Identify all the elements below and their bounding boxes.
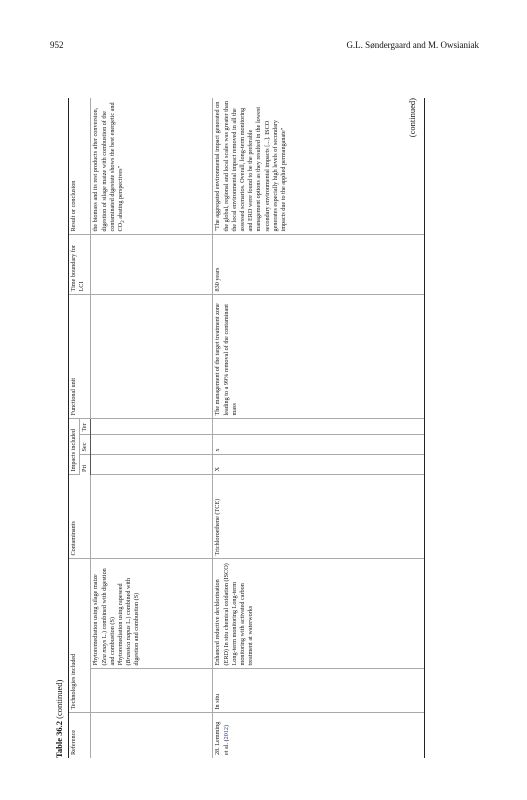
- subscript: 2: [120, 220, 127, 223]
- citation-year-link[interactable]: 2012: [222, 726, 230, 740]
- cell-contaminants: [91, 475, 213, 559]
- cell-site: [91, 669, 213, 713]
- cell-functional-unit: [91, 295, 213, 419]
- cell-ter: [91, 419, 213, 435]
- cell-time-boundary: [91, 235, 213, 295]
- species-name: Brassica napus: [125, 625, 133, 664]
- result-text: abating perspectives": [116, 165, 124, 221]
- cell-result: [91, 98, 213, 235]
- continued-footer: (continued): [407, 98, 417, 138]
- tech-text: Phytoremediation using silage maize (: [92, 574, 108, 666]
- cell-sec: x: [213, 435, 425, 455]
- col-impacts-sec: Sec: [80, 435, 91, 455]
- col-impacts-pri: Pri: [80, 455, 91, 475]
- species-name: Zea mays: [100, 639, 108, 664]
- cell-technologies: [91, 559, 213, 669]
- col-contaminants: Contaminants: [69, 475, 91, 559]
- cell-result: "The aggregated environmental impact generated on the global, regional and local scales was greater than the local environmental impact removed in all the assessed scenarios. Overall, long-term monitoring and ERD were found to be the preferable management options as they resulted in the lowest secondary environmental impacts [...]. ISCO generates especially high levels of secondary impacts due to the applied permanganate": [213, 98, 425, 235]
- cell-pri: [91, 455, 213, 475]
- col-result: Result or conclusion: [69, 98, 91, 235]
- cell-pri: X: [213, 455, 425, 475]
- cell-site: In situ: [213, 669, 425, 713]
- tech-text: Phytoremediation using rapeseed (: [116, 583, 133, 666]
- reference-close: ): [222, 724, 230, 727]
- table-caption: [54, 680, 64, 758]
- cell-reference: [213, 713, 425, 758]
- tech-text: L.) combined with digestion and combustion (S): [125, 578, 141, 666]
- table-row: [213, 98, 425, 758]
- cell-technologies: Enhanced reductive dechlorination (ERD) In situ chemical oxidation (ISCO) Long-term monitoring Long-term monitoring with activated carbon treatment at waterworks: [213, 559, 425, 669]
- cell-sec: [91, 435, 213, 455]
- running-header-authors: G.L. Søndergaard and M. Owsianiak: [346, 40, 479, 50]
- cell-time-boundary: 830 years: [213, 235, 425, 295]
- lca-studies-table: [68, 98, 425, 758]
- tech-text: L.) combined with digestion and combustion (S): [100, 568, 116, 666]
- col-technologies: Technologies included: [69, 559, 91, 713]
- table-caption-continued: (continued): [54, 679, 64, 719]
- result-text: the biomass and its rest products after conversion, digestion of silage maize with combustion of the contaminated digestate shows the best energetic and CO: [92, 102, 124, 232]
- col-reference: Reference: [69, 713, 91, 758]
- reference-name: 28. Lemming et al. (: [214, 721, 230, 755]
- table-row: [91, 98, 213, 758]
- col-functional-unit: Functional unit: [69, 295, 91, 419]
- page-number: 952: [50, 40, 64, 50]
- cell-ter: [213, 419, 425, 435]
- cell-functional-unit: The management of the target treatment zone leading to a 99% removal of the contaminant mass: [213, 295, 425, 419]
- cell-reference: [91, 713, 213, 758]
- col-impacts-ter: Ter: [80, 419, 91, 435]
- col-impacts: Impacts included: [69, 419, 80, 475]
- cell-contaminants: Trichloroethene (TCE): [213, 475, 425, 559]
- rotated-table-page: [54, 98, 419, 758]
- table-caption-label: Table 36.2: [54, 720, 64, 758]
- col-time-boundary: Time boundary for LCI: [69, 235, 91, 295]
